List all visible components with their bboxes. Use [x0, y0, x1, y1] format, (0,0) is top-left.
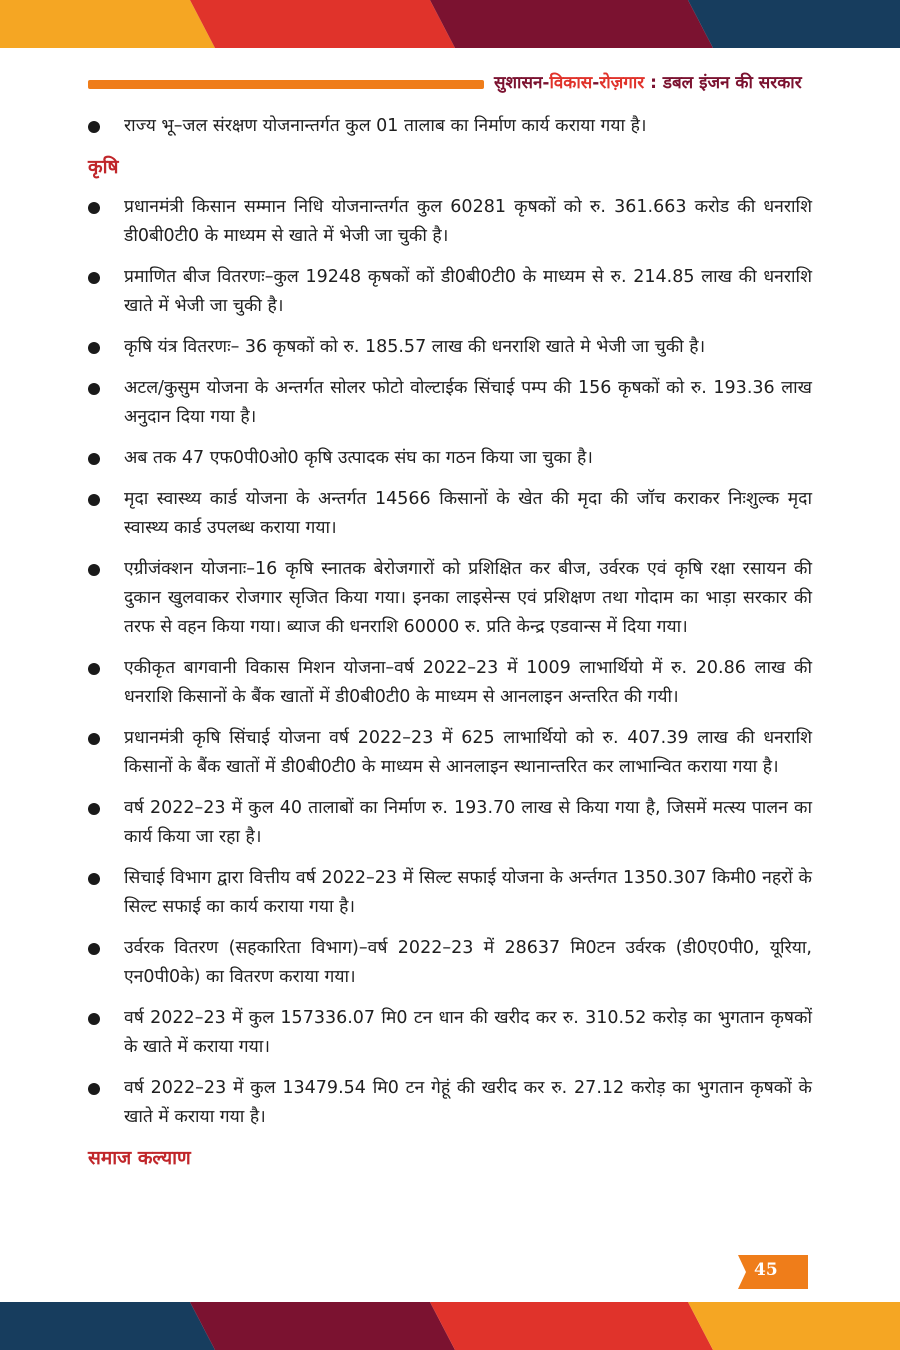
bullet-icon: [88, 272, 100, 284]
list-item: [88, 654, 812, 712]
header-title: [494, 70, 810, 93]
list-item: [88, 794, 812, 852]
list-item-text: सिचाई विभाग द्वारा वित्तीय वर्ष 2022–23 में सिल्ट सफाई योजना के अर्न्तगत 1350.307 किमी0 नहरों के सिल्ट सफाई का कार्य कराया गया है।: [124, 868, 812, 917]
bullet-icon: [88, 803, 100, 815]
bullet-icon: [88, 202, 100, 214]
list-item: [88, 444, 812, 473]
list-item: [88, 555, 812, 642]
header-title-part: : डबल इंजन की सरकार: [644, 73, 802, 93]
page-content: [88, 112, 812, 1184]
header-title-part: सुशासन-: [494, 73, 550, 93]
list-item-text: वर्ष 2022–23 में कुल 40 तालाबों का निर्माण रु. 193.70 लाख से किया गया है, जिसमें मत्स्य पालन का कार्य किया जा रहा है।: [124, 798, 812, 847]
list-item-text: उर्वरक वितरण (सहकारिता विभाग)–वर्ष 2022–23 में 28637 मि0टन उर्वरक (डी0ए0पी0, यूरिया, एन0पी0के) का वितरण कराया गया।: [124, 938, 812, 987]
list-item-text: राज्य भू–जल संरक्षण योजनान्तर्गत कुल 01 तालाब का निर्माण कार्य कराया गया है।: [124, 116, 647, 136]
list-item-text: एकीकृत बागवानी विकास मिशन योजना–वर्ष 2022–23 में 1009 लाभार्थियो में रु. 20.86 लाख की धनराशि किसानों के बैंक खातों में डी0बी0टी0 के माध्यम से आनलाइन अन्तरित की गयी।: [124, 658, 812, 707]
bullet-icon: [88, 663, 100, 675]
bullet-icon: [88, 873, 100, 885]
list-item-text: कृषि यंत्र वितरणः– 36 कृषकों को रु. 185.57 लाख की धनराशि खाते मे भेजी जा चुकी है।: [124, 337, 706, 357]
list-item-text: प्रमाणित बीज वितरणः–कुल 19248 कृषकों कों डी0बी0टी0 के माध्यम से रु. 214.85 लाख की धनराशि खाते में भेजी जा चुकी है।: [124, 267, 812, 316]
bullet-icon: [88, 1013, 100, 1025]
bullet-icon: [88, 943, 100, 955]
list-item: [88, 934, 812, 992]
bullet-icon: [88, 453, 100, 465]
list-item-text: वर्ष 2022–23 में कुल 157336.07 मि0 टन धान की खरीद कर रु. 310.52 करोड़ का भुगतान कृषकों के खाते में कराया गया।: [124, 1008, 812, 1057]
list-item: [88, 485, 812, 543]
list-item: [88, 333, 812, 362]
bullet-icon: [88, 494, 100, 506]
list-item: [88, 864, 812, 922]
page-number-tab: [738, 1255, 808, 1289]
list-item-text: प्रधानमंत्री किसान सम्मान निधि योजनान्तर्गत कुल 60281 कृषकों को रु. 361.663 करोड की धनराशि डी0बी0टी0 के माध्यम से खाते में भेजी जा चुकी है।: [124, 197, 812, 246]
bullet-icon: [88, 733, 100, 745]
section-heading-krishi: कृषि: [88, 156, 119, 178]
bullet-icon: [88, 342, 100, 354]
list-item: [88, 1074, 812, 1132]
list-item-text: मृदा स्वास्थ्य कार्ड योजना के अन्तर्गत 14566 किसानों के खेत की मृदा की जॉच कराकर निःशुल्क मृदा स्वास्थ्य कार्ड उपलब्ध कराया गया।: [124, 489, 812, 538]
section-heading-samaj: समाज कल्याण: [88, 1147, 191, 1169]
top-decorative-band: [0, 0, 900, 48]
list-item: [88, 1004, 812, 1062]
krishi-list: [88, 193, 812, 1132]
list-item-text: एग्रीजंक्शन योजनाः–16 कृषि स्नातक बेरोजगारों को प्रशिक्षित कर बीज, उर्वरक एवं कृषि रक्षा रसायन की दुकान खुलवाकर रोजगार सृजित किया गया। इनका लाइसेन्स एवं प्रशिक्षण तथा गोदाम का भाड़ा सरकार की तरफ से वहन किया गया। ब्याज की धनराशि 60000 रु. प्रति केन्द्र एडवान्स में दिया गया।: [124, 559, 812, 637]
list-item: [88, 724, 812, 782]
list-item-text: अब तक 47 एफ0पी0ओ0 कृषि उत्पादक संघ का गठन किया जा चुका है।: [124, 448, 593, 468]
header-title-highlight: रोज़गार: [599, 73, 645, 93]
header-title-highlight: विकास: [549, 73, 593, 93]
bullet-icon: [88, 1083, 100, 1095]
bullet-icon: [88, 121, 100, 133]
bullet-icon: [88, 564, 100, 576]
list-item: [88, 263, 812, 321]
list-item: [88, 112, 812, 141]
list-item: [88, 374, 812, 432]
bullet-icon: [88, 383, 100, 395]
list-item-text: अटल/कुसुम योजना के अन्तर्गत सोलर फोटो वोल्टाईक सिंचाई पम्प की 156 कृषकों को रु. 193.36 लाख अनुदान दिया गया है।: [124, 378, 812, 427]
page-number: 45: [754, 1260, 778, 1280]
list-item: [88, 193, 812, 251]
header-accent-rule: [88, 80, 484, 89]
list-item-text: वर्ष 2022–23 में कुल 13479.54 मि0 टन गेहूं की खरीद कर रु. 27.12 करोड़ का भुगतान कृषकों के खाते में कराया गया है।: [124, 1078, 812, 1127]
list-item-text: प्रधानमंत्री कृषि सिंचाई योजना वर्ष 2022–23 में 625 लाभार्थियो को रु. 407.39 लाख की धनराशि किसानों के बैंक खातों में डी0बी0टी0 के माध्यम से आनलाइन स्थानान्तरित कर लाभान्वित कराया गया है।: [124, 728, 812, 777]
bottom-decorative-band: [0, 1302, 900, 1350]
header-title-part: -: [592, 73, 600, 93]
